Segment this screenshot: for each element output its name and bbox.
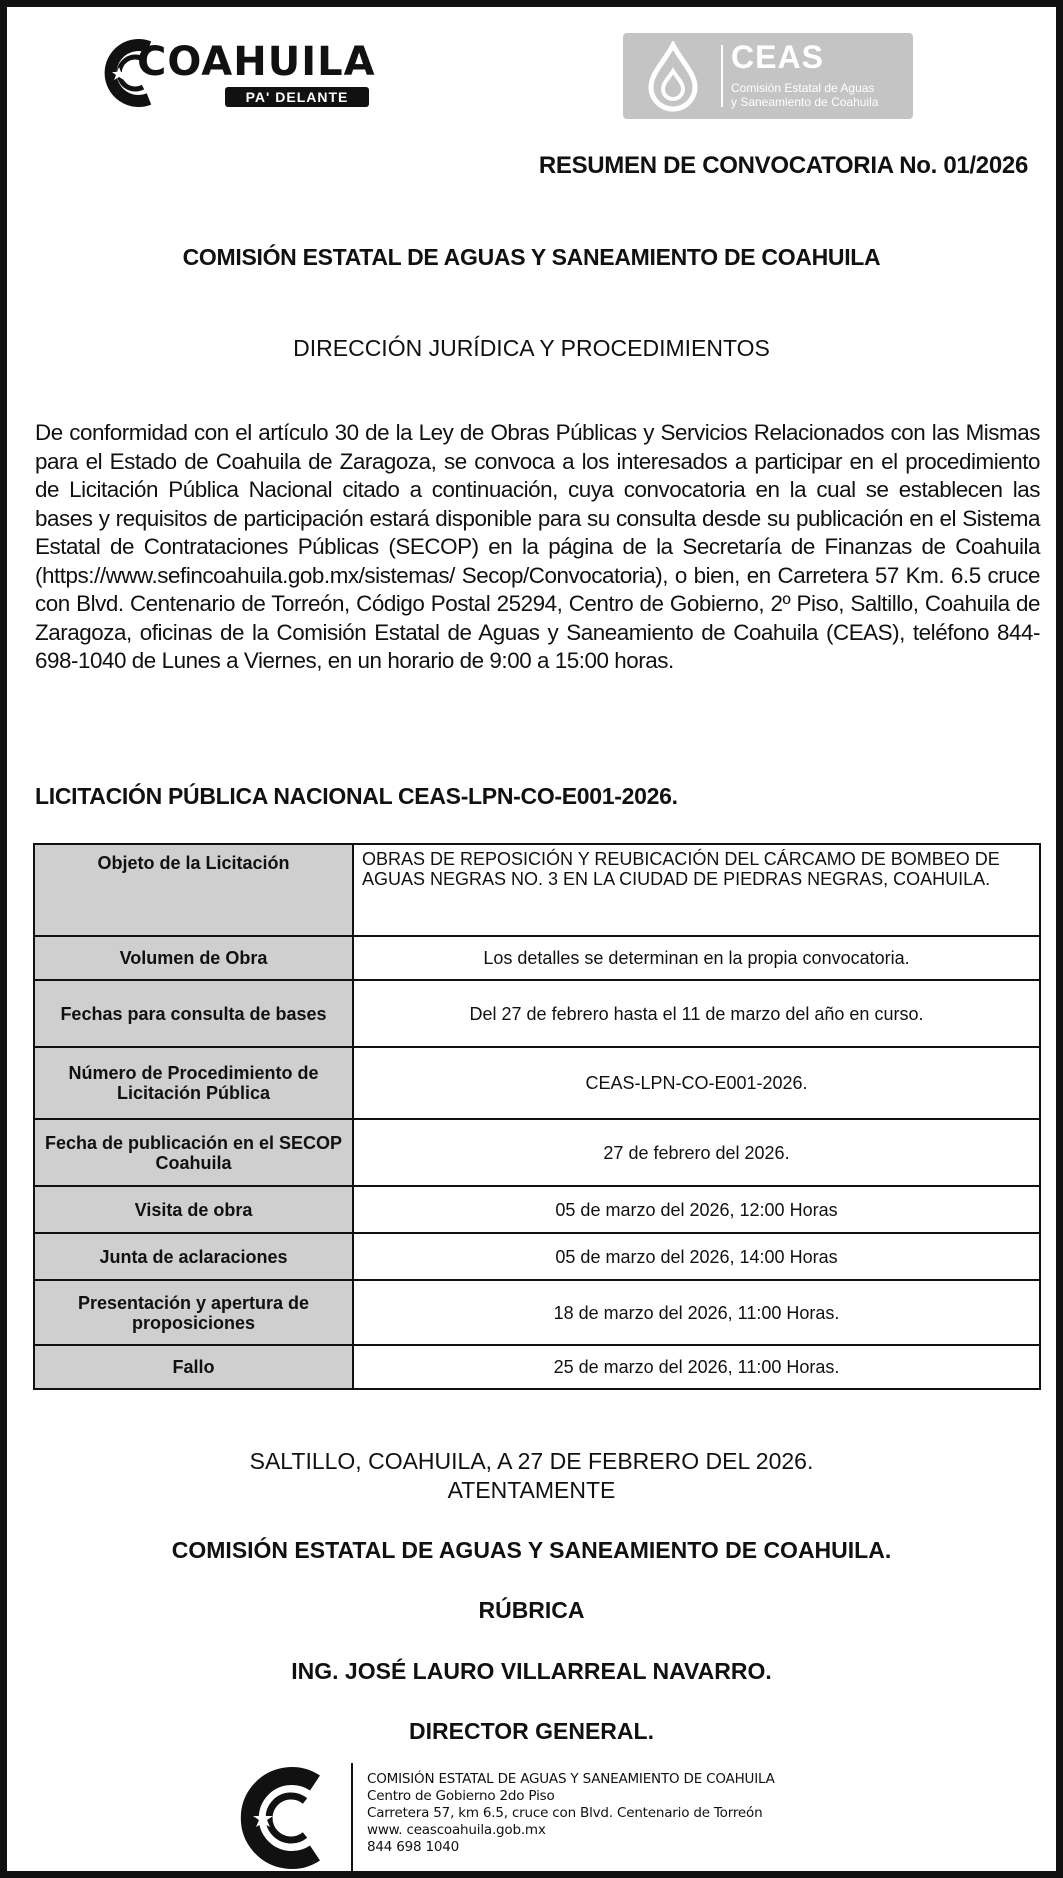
organization-title: COMISIÓN ESTATAL DE AGUAS Y SANEAMIENTO DE COAHUILA	[182, 244, 881, 270]
footer-org: COMISIÓN ESTATAL DE AGUAS Y SANEAMIENTO DE COAHUILA	[367, 1771, 775, 1787]
signer-position: DIRECTOR GENERAL.	[409, 1718, 654, 1744]
row-label: Junta de aclaraciones	[34, 1233, 353, 1280]
closing-block	[7, 1447, 1056, 1505]
resumen-title: RESUMEN DE CONVOCATORIA No. 01/2026	[538, 152, 1028, 179]
table-row	[34, 1186, 1040, 1233]
row-value: 27 de febrero del 2026.	[353, 1119, 1040, 1186]
row-value: 18 de marzo del 2026, 11:00 Horas.	[353, 1280, 1040, 1345]
footer-building: Centro de Gobierno 2do Piso	[367, 1788, 555, 1804]
row-value: Del 27 de febrero hasta el 11 de marzo del año en curso.	[353, 980, 1040, 1047]
water-drop-icon	[637, 41, 709, 113]
row-label: Número de Procedimiento de Licitación Pública	[34, 1047, 353, 1119]
row-value: OBRAS DE REPOSICIÓN Y REUBICACIÓN DEL CÁRCAMO DE BOMBEO DE AGUAS NEGRAS NO. 3 EN LA CIUDAD DE PIEDRAS NEGRAS, COAHUILA.	[353, 844, 1040, 936]
row-label: Volumen de Obra	[34, 936, 353, 980]
footer-address: Carretera 57, km 6.5, cruce con Blvd. Centenario de Torreón	[367, 1805, 763, 1821]
ceas-wordmark: CEAS	[731, 39, 824, 75]
ceas-divider	[721, 45, 723, 107]
coahuila-tagline: PA' DELANTE	[225, 87, 369, 107]
row-label: Objeto de la Licitación	[34, 844, 353, 936]
footer-contact	[367, 1771, 775, 1856]
row-label: Fallo	[34, 1345, 353, 1389]
table-row	[34, 1047, 1040, 1119]
rubrica: RÚBRICA	[478, 1597, 585, 1623]
row-label: Fecha de publicación en el SECOP Coahuila	[34, 1119, 353, 1186]
table-row	[34, 936, 1040, 980]
row-label: Fechas para consulta de bases	[34, 980, 353, 1047]
table-row	[34, 1119, 1040, 1186]
table-row	[34, 1345, 1040, 1389]
place-date: SALTILLO, COAHUILA, A 27 DE FEBRERO DEL 2026.	[249, 1448, 814, 1474]
coahuila-wordmark: COAHUILA	[137, 39, 376, 85]
footer-website: www. ceascoahuila.gob.mx	[367, 1822, 546, 1838]
row-value: 05 de marzo del 2026, 14:00 Horas	[353, 1233, 1040, 1280]
department-title: DIRECCIÓN JURÍDICA Y PROCEDIMIENTOS	[293, 335, 770, 361]
ceas-subtitle: Comisión Estatal de Aguas y Saneamiento de Coahuila	[731, 81, 879, 109]
body-paragraph: De conformidad con el artículo 30 de la Ley de Obras Públicas y Servicios Relacionados con las Mismas para el Estado de Coahuila de Zaragoza, se convoca a los interesados a participar en el procedimiento de Licitación Pública Nacional citado a continuación, cuya convocatoria en la cual se establecen las bases y requisitos de participación estará disponible para su consulta desde su publicación en el Sistema Estatal de Contrataciones Públicas (SECOP) en la página de la Secretaría de Finanzas de Coahuila (https://www.sefincoahuila.gob.mx/sistemas/ Secop/Convocatoria), o bien, en Carretera 57 Km. 6.5 cruce con Blvd. Centenario de Torreón, Código Postal 25294, Centro de Gobierno, 2º Piso, Saltillo, Coahuila de Zaragoza, oficinas de la Comisión Estatal de Aguas y Saneamiento de Coahuila (CEAS), teléfono 844-698-1040 de Lunes a Viernes, en un horario de 9:00 a 15:00 horas.	[35, 420, 1040, 673]
footer-divider	[351, 1763, 353, 1871]
row-value: CEAS-LPN-CO-E001-2026.	[353, 1047, 1040, 1119]
licitacion-title: LICITACIÓN PÚBLICA NACIONAL CEAS-LPN-CO-E001-2026.	[35, 783, 678, 809]
signer-name: ING. JOSÉ LAURO VILLARREAL NAVARRO.	[291, 1658, 772, 1684]
footer-phone: 844 698 1040	[367, 1839, 460, 1855]
regards: ATENTAMENTE	[447, 1477, 616, 1503]
row-label: Presentación y apertura de proposiciones	[34, 1280, 353, 1345]
coahuila-c-icon	[229, 1763, 339, 1873]
row-value: 25 de marzo del 2026, 11:00 Horas.	[353, 1345, 1040, 1389]
table-row	[34, 844, 1040, 936]
row-value: 05 de marzo del 2026, 12:00 Horas	[353, 1186, 1040, 1233]
table-row	[34, 1280, 1040, 1345]
ceas-logo	[623, 33, 913, 119]
licitacion-table	[33, 843, 1041, 1390]
closing-organization: COMISIÓN ESTATAL DE AGUAS Y SANEAMIENTO DE COAHUILA.	[171, 1537, 892, 1563]
table-row	[34, 980, 1040, 1047]
row-label: Visita de obra	[34, 1186, 353, 1233]
coahuila-logo	[97, 35, 376, 111]
row-value: Los detalles se determinan en la propia convocatoria.	[353, 936, 1040, 980]
table-row	[34, 1233, 1040, 1280]
